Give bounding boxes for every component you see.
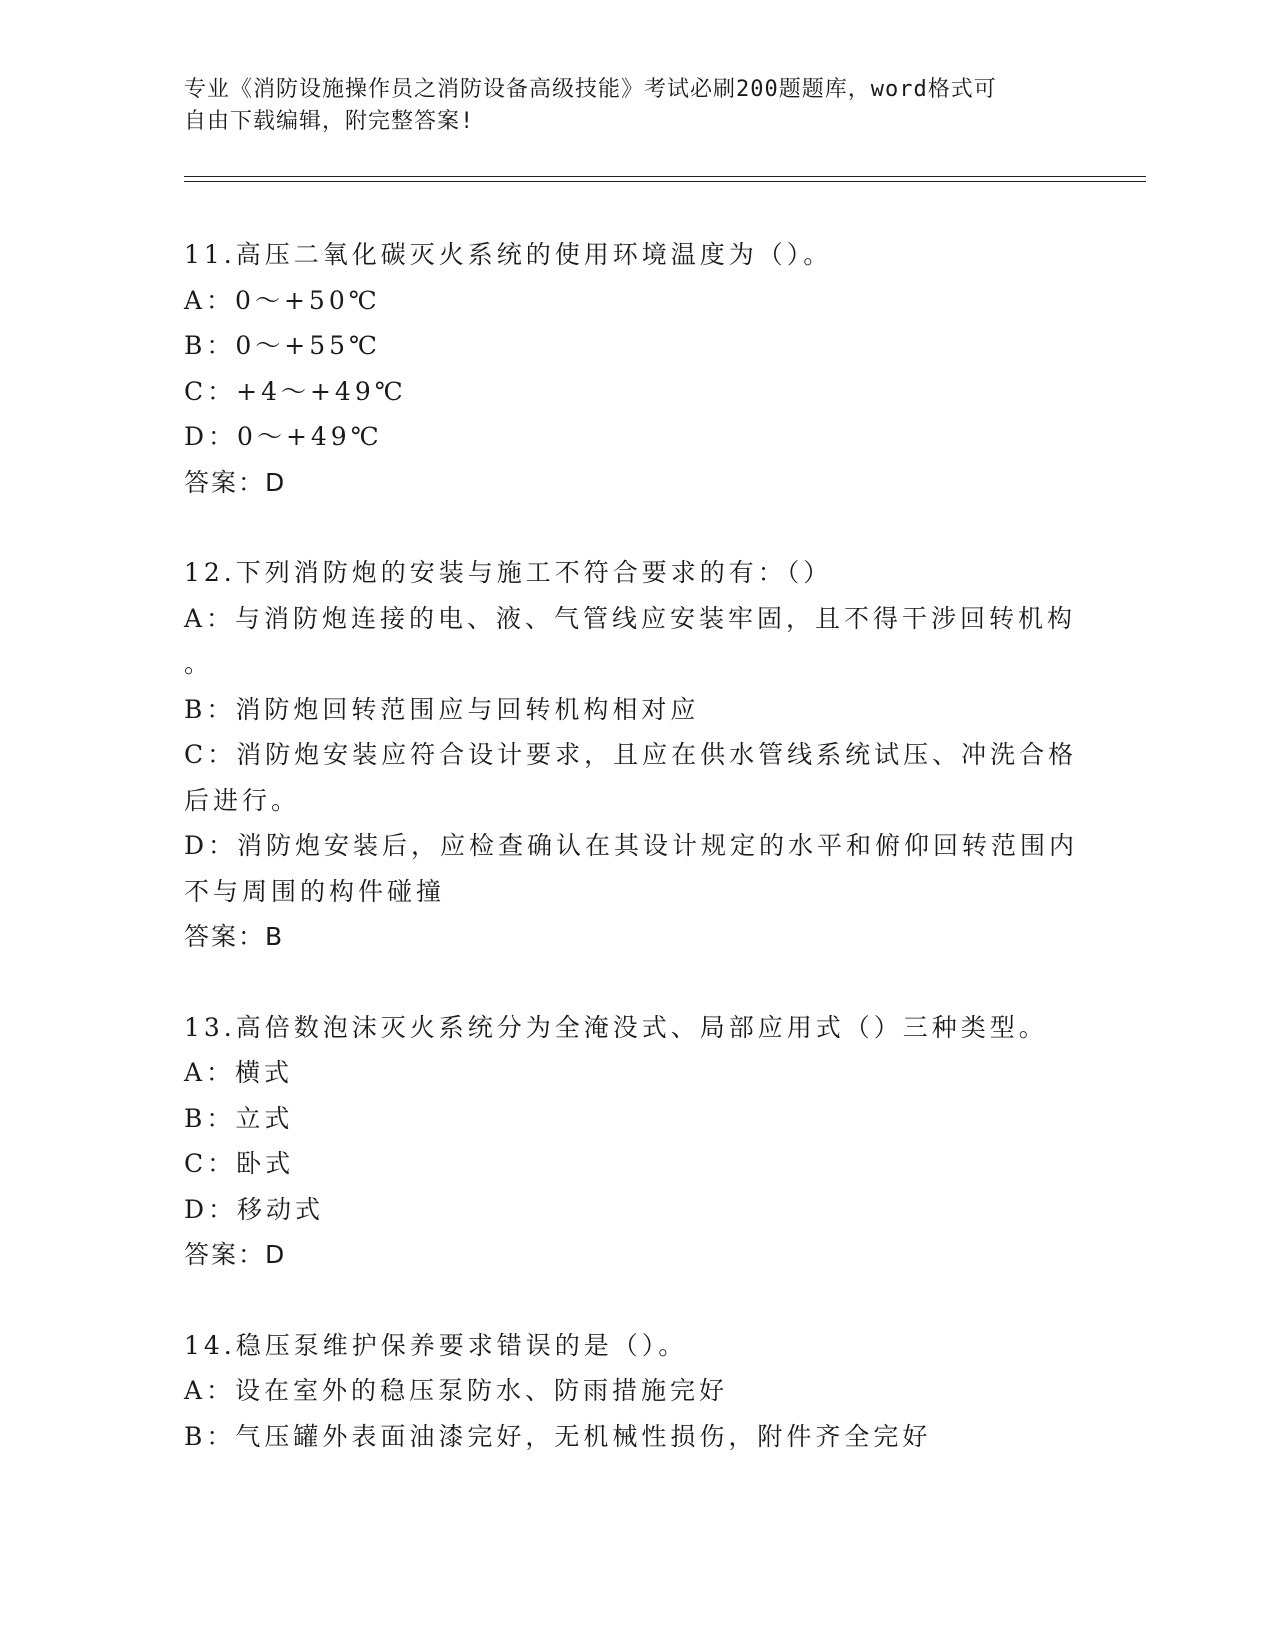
answer-line: 答案：D [184, 467, 287, 497]
option-b: B：气压罐外表面油漆完好，无机械性损伤，附件齐全完好 [184, 1421, 932, 1451]
option-b: B：0～+55℃ [184, 331, 382, 360]
answer-line: 答案：B [184, 922, 285, 951]
header-line-1: 专业《消防设施操作员之消防设备高级技能》考试必刷200题题库，word格式可 [184, 77, 997, 102]
header-divider-top [184, 176, 1146, 177]
question-11 [184, 232, 1084, 505]
question-14 [184, 1323, 1084, 1460]
question-spacer [184, 1278, 1084, 1323]
option-a: A：与消防炮连接的电、液、气管线应安装牢固，且不得干涉回转机构 [184, 603, 1077, 633]
header-line-2: 自由下载编辑，附完整答案! [184, 109, 475, 134]
question-list [184, 232, 1084, 1459]
option-a-continued: 。 [184, 649, 214, 678]
option-d: D：消防炮安装后，应检查确认在其设计规定的水平和俯仰回转范围内 [184, 831, 1079, 860]
question-title: 13.高倍数泡沫灭火系统分为全淹没式、局部应用式（）三种类型。 [184, 1012, 1048, 1042]
question-title: 11.高压二氧化碳灭火系统的使用环境温度为（）。 [184, 240, 833, 269]
document-header [184, 74, 1064, 138]
header-divider-bottom [184, 181, 1146, 182]
option-a: A：设在室外的稳压泵防水、防雨措施完好 [184, 1376, 729, 1405]
question-12 [184, 550, 1084, 960]
option-b: B：消防炮回转范围应与回转机构相对应 [184, 694, 700, 724]
option-b: B：立式 [184, 1103, 294, 1133]
option-c-continued: 后进行。 [184, 785, 301, 815]
option-a: A：横式 [184, 1058, 294, 1087]
question-spacer [184, 505, 1084, 550]
question-13 [184, 1005, 1084, 1278]
option-c: C：卧式 [184, 1149, 295, 1178]
option-a: A：0～+50℃ [184, 285, 381, 315]
answer-line: 答案：D [184, 1240, 287, 1269]
option-d: D：移动式 [184, 1194, 325, 1224]
option-d-continued: 不与周围的构件碰撞 [184, 876, 446, 906]
question-title: 12.下列消防炮的安装与施工不符合要求的有：（） [184, 558, 833, 587]
question-spacer [184, 960, 1084, 1005]
option-c: C：+4～+49℃ [184, 376, 407, 406]
option-c: C：消防炮安装应符合设计要求，且应在供水管线系统试压、冲洗合格 [184, 740, 1078, 769]
question-title: 14.稳压泵维护保养要求错误的是（）。 [184, 1330, 688, 1360]
option-d: D：0～+49℃ [184, 422, 383, 451]
